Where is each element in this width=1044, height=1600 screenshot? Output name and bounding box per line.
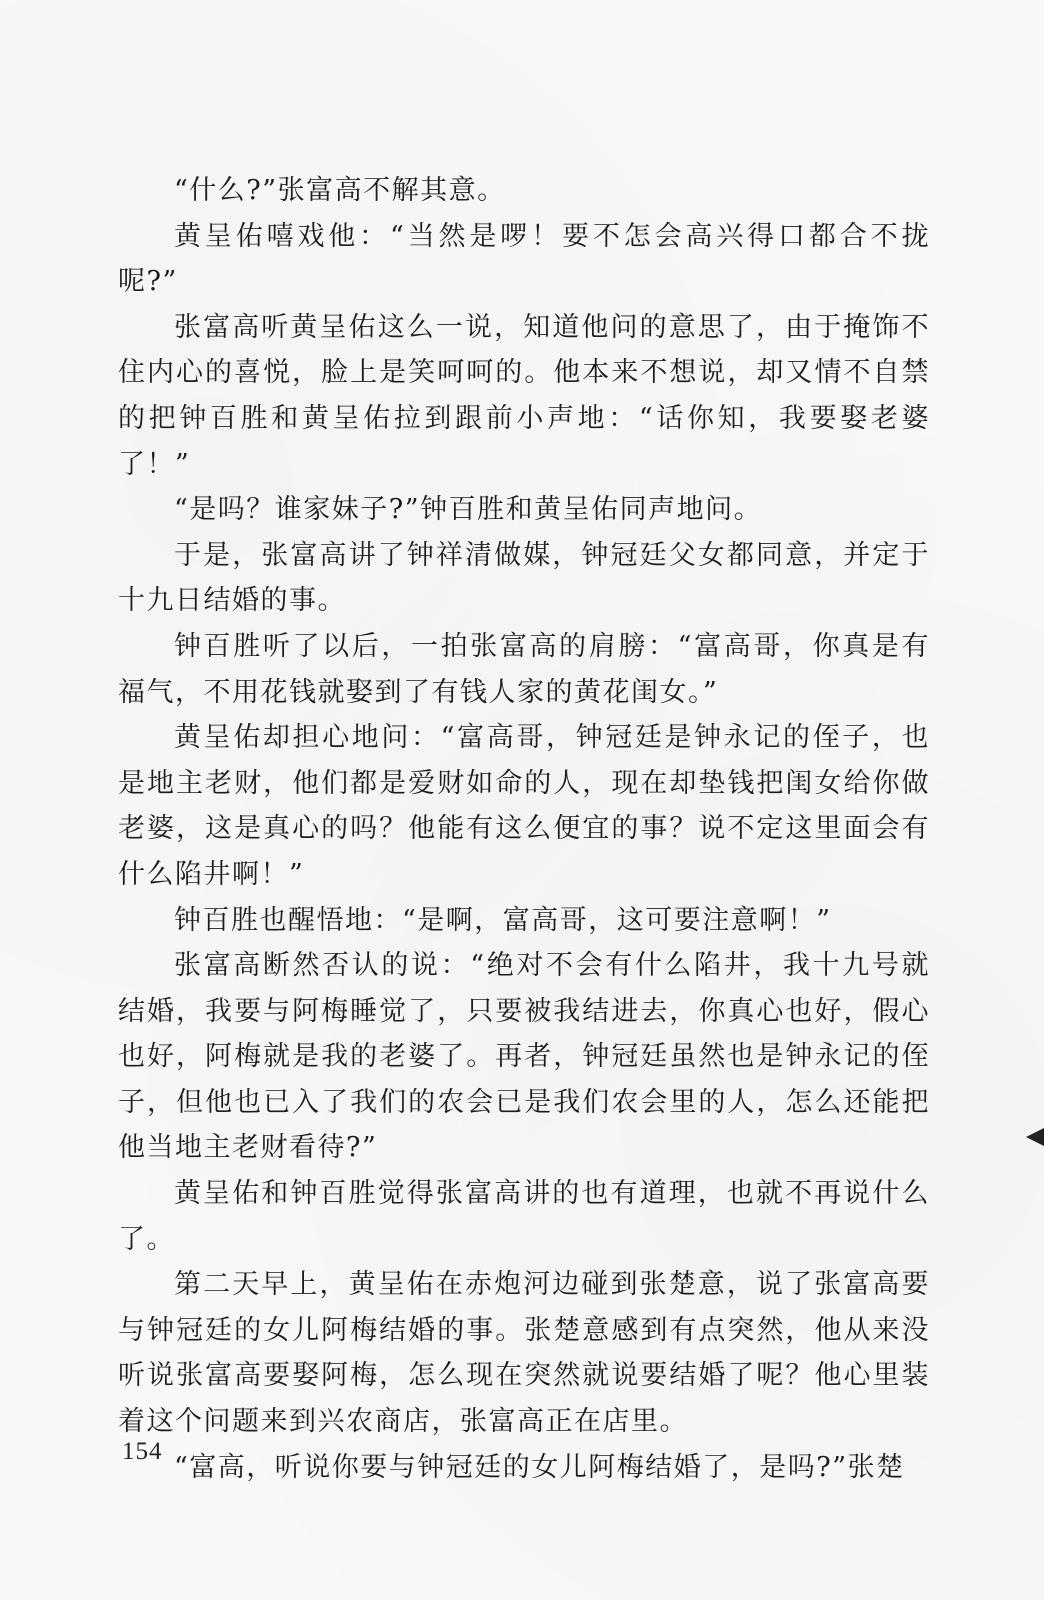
paragraph: 于是，张富高讲了钟祥清做媒，钟冠廷父女都同意，并定于十九日结婚的事。 <box>118 539 930 617</box>
page-number: 154 <box>122 1438 163 1465</box>
paragraph: 张富高断然否认的说：“绝对不会有什么陷井，我十九号就结婚，我要与阿梅睡觉了，只要被我结进去，你真心也好，假心也好，阿梅就是我的老婆了。再者，钟冠廷虽然也是钟永记的侄子，但他也已入了我们的农会已是我们农会里的人，怎么还能把他当地主老财看待?” <box>118 950 930 1164</box>
paragraph: 第二天早上，黄呈佑在赤炮河边碰到张楚意，说了张富高要与钟冠廷的女儿阿梅结婚的事。张楚意感到有点突然，他从来没听说张富高要娶阿梅，怎么现在突然就说要结婚了呢？他心里装着这个问题来到兴农商店，张富高正在店里。 <box>118 1269 930 1438</box>
paragraph: 黄呈佑和钟百胜觉得张富高讲的也有道理，也就不再说什么了。 <box>118 1178 930 1255</box>
body-text <box>118 168 930 1490</box>
paragraph: 黄呈佑却担心地问：“富高哥，钟冠廷是钟永记的侄子，也是地主老财，他们都是爱财如命的人，现在却垫钱把闺女给你做老婆，这是真心的吗？他能有这么便宜的事？说不定这里面会有什么陷井啊！” <box>118 722 930 890</box>
page-edge-mark <box>1026 1128 1044 1146</box>
paragraph: “是吗？谁家妹子?”钟百胜和黄呈佑同声地问。 <box>174 494 763 526</box>
paragraph: 张富高听黄呈佑这么一说，知道他问的意思了，由于掩饰不住内心的喜悦，脸上是笑呵呵的。他本来不想说，却又情不自禁的把钟百胜和黄呈佑拉到跟前小声地：“话你知，我要娶老婆了！” <box>118 311 930 480</box>
paragraph: “什么?”张富高不解其意。 <box>174 175 506 206</box>
paragraph: 钟百胜也醒悟地：“是啊，富高哥，这可要注意啊！” <box>174 904 832 936</box>
paragraph: “富高，听说你要与钟冠廷的女儿阿梅结婚了，是吗?”张楚 <box>174 1451 905 1483</box>
paragraph: 钟百胜听了以后，一拍张富高的肩膀：“富高哥，你真是有福气，不用花钱就娶到了有钱人家的黄花闺女。” <box>118 630 930 708</box>
paragraph: 黄呈佑嘻戏他：“当然是啰！要不怎会高兴得口都合不拢呢?” <box>118 220 930 298</box>
